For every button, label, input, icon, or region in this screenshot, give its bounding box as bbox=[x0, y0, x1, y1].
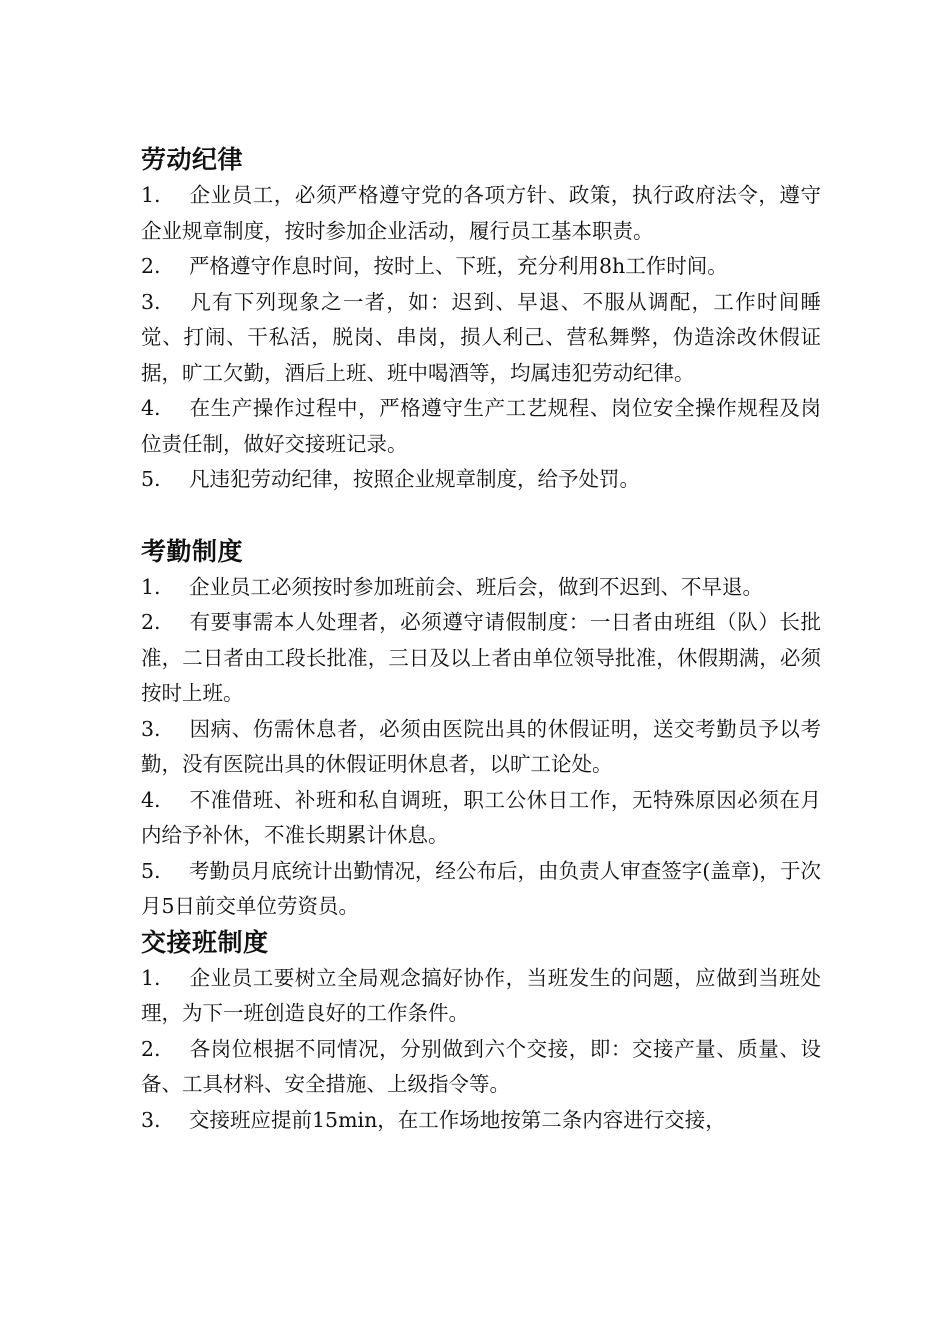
section-title: 劳动纪律 bbox=[141, 145, 244, 174]
section-attendance bbox=[141, 534, 821, 925]
item-text: 因病、伤需休息者，必须由医院出具的休假证明，送交考勤员予以考勤，没有医院出具的休假证明休息者，以旷工论处。 bbox=[141, 716, 821, 776]
item-text: 交接班应提前15min，在工作场地按第二条内容进行交接， bbox=[189, 1107, 726, 1132]
item-number: 3. bbox=[141, 289, 161, 314]
list-item bbox=[141, 1032, 821, 1103]
item-text: 不准借班、补班和私自调班，职工公休日工作，无特殊原因必须在月内给予补休，不准长期累计休息。 bbox=[141, 787, 821, 847]
list-item bbox=[141, 249, 821, 285]
item-text: 企业员工必须按时参加班前会、班后会，做到不迟到、不早退。 bbox=[189, 574, 763, 599]
list-item bbox=[141, 854, 821, 925]
item-text: 在生产操作过程中，严格遵守生产工艺规程、岗位安全操作规程及岗位责任制，做好交接班记录。 bbox=[141, 396, 821, 456]
item-text: 企业员工，必须严格遵守党的各项方针、政策，执行政府法令，遵守企业规章制度，按时参加企业活动，履行员工基本职责。 bbox=[141, 183, 821, 243]
item-text: 有要事需本人处理者，必须遵守请假制度：一日者由班组（队）长批准，二日者由工段长批准，三日及以上者由单位领导批准，休假期满，必须按时上班。 bbox=[141, 610, 821, 705]
item-text: 凡违犯劳动纪律，按照企业规章制度，给予处罚。 bbox=[189, 467, 640, 491]
item-number: 2. bbox=[141, 610, 161, 634]
item-number: 3. bbox=[141, 716, 161, 741]
section-title: 交接班制度 bbox=[141, 927, 269, 957]
section-labor-discipline bbox=[141, 142, 821, 498]
section-shift-handover bbox=[141, 925, 821, 1139]
list-item bbox=[141, 712, 821, 783]
list-item bbox=[141, 961, 821, 1032]
item-number: 1. bbox=[141, 965, 161, 990]
item-number: 1. bbox=[141, 574, 161, 599]
list-item bbox=[141, 570, 821, 606]
item-number: 2. bbox=[141, 254, 161, 278]
item-number: 3. bbox=[141, 1107, 161, 1132]
item-number: 2. bbox=[141, 1036, 161, 1061]
item-number: 4. bbox=[141, 787, 161, 812]
item-text: 凡有下列现象之一者，如：迟到、早退、不服从调配，工作时间睡觉、打闹、干私活，脱岗、串岗，损人利己、营私舞弊，伪造涂改休假证据，旷工欠勤，酒后上班、班中喝酒等，均属违犯劳动纪律。 bbox=[141, 289, 821, 385]
item-number: 5. bbox=[141, 467, 161, 491]
item-number: 5. bbox=[141, 858, 161, 883]
item-text: 考勤员月底统计出勤情况，经公布后，由负责人审查签字(盖章)，于次月5日前交单位劳资员。 bbox=[141, 858, 821, 918]
section-spacer bbox=[141, 498, 821, 534]
section-title: 考勤制度 bbox=[141, 536, 244, 566]
document-page bbox=[141, 142, 821, 1138]
item-number: 1. bbox=[141, 183, 161, 207]
list-item bbox=[141, 178, 821, 249]
list-item bbox=[141, 605, 821, 712]
list-item bbox=[141, 285, 821, 392]
item-text: 严格遵守作息时间，按时上、下班，充分利用8h工作时间。 bbox=[189, 254, 728, 278]
item-number: 4. bbox=[141, 396, 161, 420]
list-item bbox=[141, 783, 821, 854]
item-text: 各岗位根据不同情况，分别做到六个交接，即：交接产量、质量、设备、工具材料、安全措施、上级指令等。 bbox=[141, 1036, 821, 1096]
item-text: 企业员工要树立全局观念搞好协作，当班发生的问题，应做到当班处理，为下一班创造良好的工作条件。 bbox=[141, 965, 821, 1025]
list-item bbox=[141, 462, 821, 498]
list-item bbox=[141, 1103, 821, 1139]
list-item bbox=[141, 391, 821, 462]
